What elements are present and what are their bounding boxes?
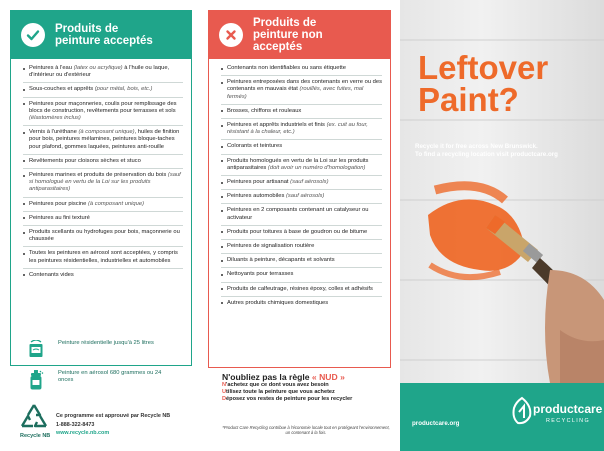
checkmark-icon: [21, 23, 45, 47]
productcare-brand: productcare: [533, 402, 603, 416]
productcare-subtitle: RECYCLING: [546, 418, 591, 424]
footnote: *Product Care Recycling contribue à l'économie locale tout en protégeant l'environnement, un contenant à la fois.: [222, 425, 390, 436]
list-item: Produits homologués en vertu de la Loi sur les produits antiparasitaires (doit avoir un numéro d'homologation): [221, 158, 382, 176]
recycle-nb-label: Recycle NB: [20, 433, 51, 439]
rejected-header: [209, 11, 390, 59]
list-item: Produits scellants ou hydrofuges pour bois, maçonnerie ou chaussée: [23, 229, 183, 247]
nud-line: Utilisez toute la peinture que vous achetez: [222, 389, 335, 395]
recycle-nb-link[interactable]: www.recycle.nb.com: [56, 430, 110, 436]
list-item: Contenants non identifiables ou sans étiquette: [221, 65, 382, 76]
aerosol-can-icon: [28, 370, 44, 390]
list-item: Peintures de signalisation routière: [221, 243, 382, 254]
list-item: Produits de calfeutrage, résines époxy, colles et adhésifs: [221, 286, 382, 297]
list-item: Peintures marines et produits de préservation du bois (sauf si homologué en vertu de la Loi sur les produits antiparasitaires): [23, 172, 183, 198]
x-icon: [219, 23, 243, 47]
productcare-link[interactable]: productcare.org: [412, 420, 460, 427]
list-item: Peintures à l'eau (latex ou acrylique) à l'huile ou laque, d'intérieur ou d'extérieur: [23, 65, 183, 83]
list-item: Colorants et teintures: [221, 143, 382, 154]
list-item: Brosses, chiffons et rouleaux: [221, 108, 382, 119]
list-item: Peintures automobiles (sauf aérosols): [221, 193, 382, 204]
list-item: Diluants à peinture, décapants et solvants: [221, 257, 382, 268]
list-item: Toutes les peintures en aérosol sont acceptées, y compris les peintures résidentielles, industrielles et automobiles: [23, 250, 183, 268]
productcare-logo-icon: [510, 396, 534, 426]
legend-aerosol-text: Peinture en aérosol 680 grammes ou 24 onces: [57, 370, 162, 384]
list-item: Produits pour toitures à base de goudron ou de bitume: [221, 229, 382, 240]
list-item: Contenants vides: [23, 272, 183, 282]
list-item: Peintures en 2 composants contenant un catalyseur ou activateur: [221, 207, 382, 225]
list-item: Peintures entreposées dans des contenants en verre ou des contenants en mauvais état (rouillés, avec fuites, mal fermés): [221, 79, 382, 105]
legend-aerosol: [28, 370, 178, 390]
accepted-panel: [10, 10, 192, 366]
list-item: Vernis à l'uréthane (à composant unique), huiles de finition pour bois, peintures mélamines, peintures bloque-taches pour plafond, gommes laquées, peintures anti-rouille: [23, 129, 183, 155]
paint-can-icon: [28, 340, 44, 358]
list-item: Sous-couches et apprêts (pour métal, bois, etc.): [23, 86, 183, 97]
cover-tagline: Recycle it for free across New Brunswick. To find a recycling location visit productcare.org: [415, 143, 558, 159]
approved-text: Ce programme est approuvé par Recycle NB: [56, 413, 171, 419]
phone-number: 1-888-322-8473: [56, 421, 95, 428]
rejected-panel: [208, 10, 391, 368]
list-item: Revêtements pour cloisons sèches et stuco: [23, 158, 183, 169]
legend-paint-can: [28, 340, 178, 358]
nud-title: N'oubliez pas la règle « NUD »: [222, 372, 345, 382]
nud-rule: [222, 372, 392, 403]
accepted-title: Produits de peinture acceptés: [55, 23, 153, 47]
rejected-list: [209, 59, 390, 310]
list-item: Autres produits chimiques domestiques: [221, 300, 382, 310]
cover-footer: [400, 383, 604, 451]
cover-panel: [400, 0, 604, 451]
accepted-header: [11, 11, 191, 59]
rejected-title: Produits de peinture non acceptés: [253, 17, 323, 53]
nud-line: Déposez vos restes de peinture pour les recycler: [222, 396, 353, 402]
list-item: Peintures pour artisanat (sauf aérosols): [221, 179, 382, 190]
list-item: Peintures et apprêts industriels et finis (ex. cuit au four, résistant à la chaleur, etc.): [221, 122, 382, 140]
recycle-nb-logo-icon: [18, 402, 50, 432]
list-item: Peintures pour maçonneries, coulis pour remplissage des blocs de construction, revêtements pour terrasses et sols (élastomères inclus): [23, 101, 183, 127]
list-item: Peintures au fini texturé: [23, 215, 183, 226]
cover-title: Leftover Paint?: [418, 49, 549, 118]
list-item: Peintures pour piscine (à composant unique): [23, 201, 183, 212]
accepted-list: [11, 59, 191, 282]
legend-can-text: Peinture résidentielle jusqu'à 25 litres: [58, 340, 154, 346]
nud-line: N'achetez que ce dont vous avez besoin: [222, 382, 329, 388]
recycle-nb-info: [56, 412, 170, 438]
list-item: Nettoyants pour terrasses: [221, 271, 382, 282]
